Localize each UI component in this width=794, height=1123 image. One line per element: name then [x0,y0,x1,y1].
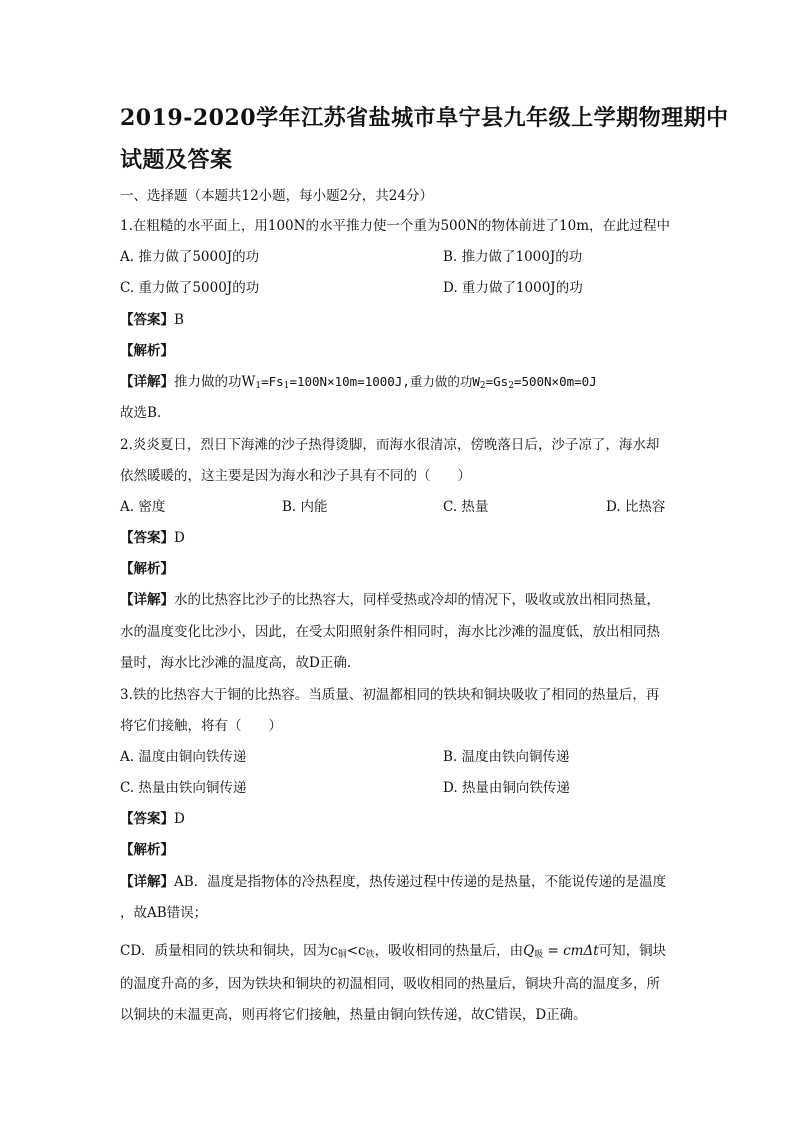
detail-tag: 【详解】 [120,592,174,608]
q3-detail-line2: ，故AB错误； [120,905,208,921]
q1-option-c: C. 重力做了5000J的功 [120,280,260,296]
q3-stem-line2: 将它们接触，将有（ ） [120,718,282,734]
detail-text: =Fs [261,374,284,389]
analysis-tag: 【解析】 [120,343,174,359]
detail-text: ，吸收相同的热量后，由 [374,943,524,959]
q1-detail [120,372,597,396]
q1-option-b: B. 推力做了1000J的功 [443,249,583,265]
analysis-tag: 【解析】 [120,561,174,577]
detail-text: CD．质量相同的铁块和铜块，因为c [120,943,338,959]
q3-stem-line1: 3.铁的比热容大于铜的比热容。当质量、初温都相同的铁块和铜块吸收了相同的热量后，再 [120,687,660,703]
detail-text: AB．温度是指物体的冷热程度，热传递过程中传递的是热量，不能说传递的是温度 [174,874,667,890]
answer-value: B [174,312,184,328]
detail-text: =500N×0m=0J [513,374,597,389]
detail-tag: 【详解】 [120,374,174,390]
formula-q: Q [523,943,535,959]
detail-tag: 【详解】 [120,874,174,890]
q2-detail-line1 [120,590,660,610]
q2-detail-line3: 量时，海水比沙滩的温度高，故D正确. [120,655,352,671]
answer-value: D [174,530,185,546]
answer-tag: 【答案】 [120,811,174,827]
q3-option-b: B. 温度由铁向铜传递 [443,749,570,765]
q1-option-a: A. 推力做了5000J的功 [120,249,260,265]
q3-detail-line1 [120,872,666,892]
answer-tag: 【答案】 [120,530,174,546]
subscript: 1 [255,381,262,391]
section-heading: 一、选择题（本题共12小题，每小题2分，共24分） [120,188,433,204]
subscript: 2 [479,381,486,391]
subscript: 2 [508,381,514,391]
answer-tag: 【答案】 [120,312,174,328]
subscript: 铜 [337,950,347,960]
q3-detail-line5: 以铜块的末温更高，则再将它们接触，热量由铜向铁传递，故C错误，D正确。 [120,1007,587,1023]
analysis-tag: 【解析】 [120,842,174,858]
q3-option-c: C. 热量由铁向铜传递 [120,780,247,796]
detail-text: <c [346,943,366,959]
q2-option-b: B. 内能 [282,499,328,515]
q3-option-a: A. 温度由铜向铁传递 [120,749,247,765]
q3-detail-line4: 的温度升高的多，因为铁块和铜块的初温相同，吸收相同的热量后，铜块升高的温度多，所 [120,976,660,992]
subscript: 1 [283,381,290,391]
q2-answer [120,528,185,548]
q2-analysis [120,559,174,579]
q1-conclusion: 故选B. [120,405,162,421]
q2-option-c: C. 热量 [443,499,489,515]
detail-text: 可知，铜块 [598,943,667,959]
q2-detail-line2: 水的温度变化比沙小，因此，在受太阳照射条件相同时，海水比沙滩的温度低，放出相同热 [120,624,660,640]
answer-value: D [174,811,185,827]
detail-text: =100N×10m=1000J,重力做的功W [289,374,480,389]
formula-rest: = cmΔt [543,943,599,959]
q1-stem: 1.在粗糙的水平面上，用100N的水平推力使一个重为500N的物体前进了10m，在此过程中 [120,218,671,234]
q3-detail-line3 [120,941,666,965]
detail-text: 水的比热容比沙子的比热容大，同样受热或冷却的情况下，吸收或放出相同热量， [174,592,660,608]
q1-answer [120,310,184,330]
detail-text: =Gs [485,374,509,389]
q3-analysis [120,840,174,860]
q1-option-d: D. 重力做了1000J的功 [443,280,583,296]
subscript: 铁 [365,950,375,960]
document-title-line1: 2019-2020学年江苏省盐城市阜宁县九年级上学期物理期中 [120,105,729,131]
document-title-line2: 试题及答案 [120,147,233,173]
q2-stem-line1: 2.炎炎夏日，烈日下海滩的沙子热得烫脚，而海水很清凉，傍晚落日后，沙子凉了，海水却 [120,437,660,453]
q2-option-d: D. 比热容 [606,499,666,515]
q3-answer [120,809,185,829]
q2-option-a: A. 密度 [120,499,166,515]
q3-option-d: D. 热量由铜向铁传递 [443,780,570,796]
detail-text: 推力做的功W [174,374,256,390]
formula-subscript: 吸 [534,950,544,960]
q2-stem-line2: 依然暖暖的，这主要是因为海水和沙子具有不同的（ ） [120,468,471,484]
q1-analysis [120,341,174,361]
